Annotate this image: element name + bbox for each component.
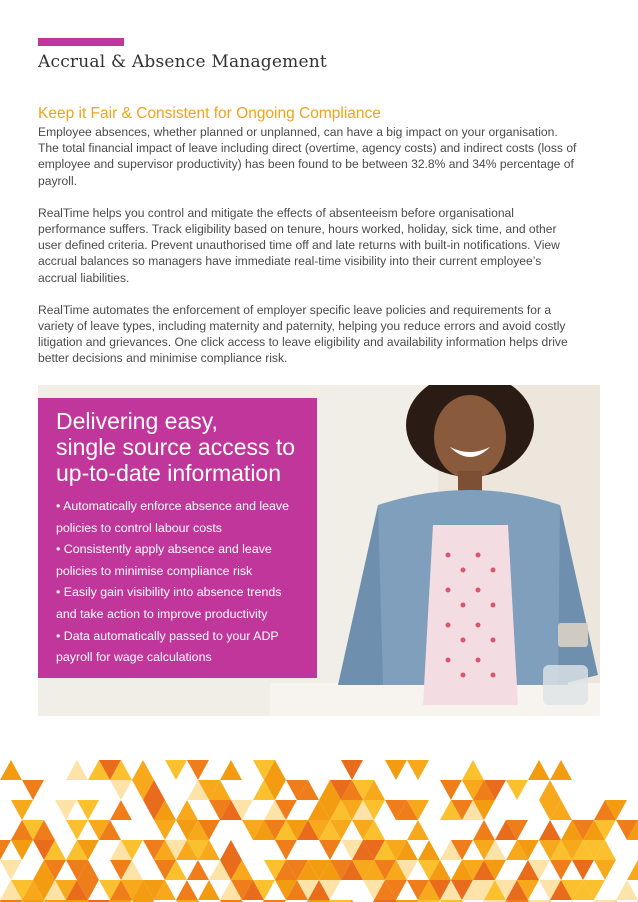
page-title: Accrual & Absence Management	[38, 52, 327, 72]
callout-bullet: • Easily gain visibility into absence trends and take action to improve productivity	[56, 585, 282, 621]
pattern-triangle	[506, 780, 528, 800]
pattern-triangle	[33, 760, 55, 780]
pattern-triangle	[572, 860, 594, 880]
section-heading: Keep it Fair & Consistent for Ongoing Compliance	[38, 105, 381, 122]
callout-heading-line: Delivering easy,	[56, 408, 218, 434]
pattern-triangle	[187, 860, 209, 880]
accent-bar	[38, 38, 124, 46]
pattern-triangle	[407, 820, 429, 840]
pattern-triangle	[319, 840, 341, 860]
pattern-triangle	[539, 820, 561, 840]
pattern-triangle	[550, 760, 572, 780]
pattern-triangle	[11, 800, 33, 820]
pattern-triangle	[110, 780, 132, 800]
pattern-triangle	[220, 760, 242, 780]
pattern-triangle	[550, 860, 572, 880]
paragraph-realtime-control: RealTime helps you control and mitigate the effects of absenteeism before organisational performance suffers. Track eligibility based on tenure, hours worked, holiday, sick time, and other user defined criteria. Prevent unauthorised time off and late returns with built-in notifications. View accrual balances so managers have immediate real-time visibility into their current employee’s accrual liabilities.	[38, 205, 560, 285]
pattern-triangle	[55, 800, 77, 820]
callout-bullet: • Data automatically passed to your ADP payroll for wage calculations	[56, 628, 279, 665]
callout-heading-line: single source access to	[56, 434, 296, 460]
paragraph-absence-impact: Employee absences, whether planned or unplanned, can have a big impact on your organisation. The total financial impact of leave including direct (overtime, agency costs) and indirect costs (loss of employee and supervisor productivity) has been found to be between 32.8% and 34% percentage of payroll.	[38, 125, 577, 188]
pattern-triangle	[132, 760, 154, 780]
pattern-triangle	[165, 760, 187, 780]
pattern-triangle	[517, 800, 539, 820]
pattern-triangle	[385, 760, 407, 780]
callout-box	[38, 398, 317, 678]
pattern-triangle	[66, 820, 88, 840]
callout-bullet: • Automatically enforce absence and leave policies to control labour costs	[56, 499, 290, 535]
body-text	[38, 124, 578, 383]
triangle-pattern-footer	[0, 760, 638, 902]
pattern-triangle	[176, 800, 198, 820]
callout-heading	[56, 408, 299, 486]
pattern-triangle	[341, 760, 363, 780]
pattern-triangle	[0, 840, 11, 860]
pattern-triangle	[242, 840, 264, 860]
pattern-triangle	[0, 860, 22, 880]
pattern-triangle	[462, 760, 484, 780]
pattern-triangle	[539, 780, 561, 800]
pattern-triangle	[66, 760, 88, 780]
pattern-triangle	[55, 780, 77, 800]
pattern-triangle	[11, 840, 33, 860]
pattern-triangle	[0, 760, 22, 780]
pattern-triangle	[627, 860, 638, 880]
callout-heading-line: up-to-date information	[56, 460, 282, 486]
pattern-triangle	[528, 760, 550, 780]
paragraph-realtime-automation: RealTime automates the enforcement of employer specific leave policies and requirements for a variety of leave types, including maternity and paternity, helping you reduce errors and avoid costly litigation and grievances. One click access to leave eligibility and availability information helps drive better decisions and minimise compliance risk.	[38, 302, 568, 366]
callout-bullet: • Consistently apply absence and leave policies to minimise compliance risk	[56, 542, 272, 578]
pattern-triangle	[77, 800, 99, 820]
pattern-triangle	[407, 760, 429, 780]
pattern-triangle	[407, 780, 429, 800]
pattern-triangle	[220, 840, 242, 860]
pattern-triangle	[187, 760, 209, 780]
callout-bullet-list	[56, 496, 299, 669]
